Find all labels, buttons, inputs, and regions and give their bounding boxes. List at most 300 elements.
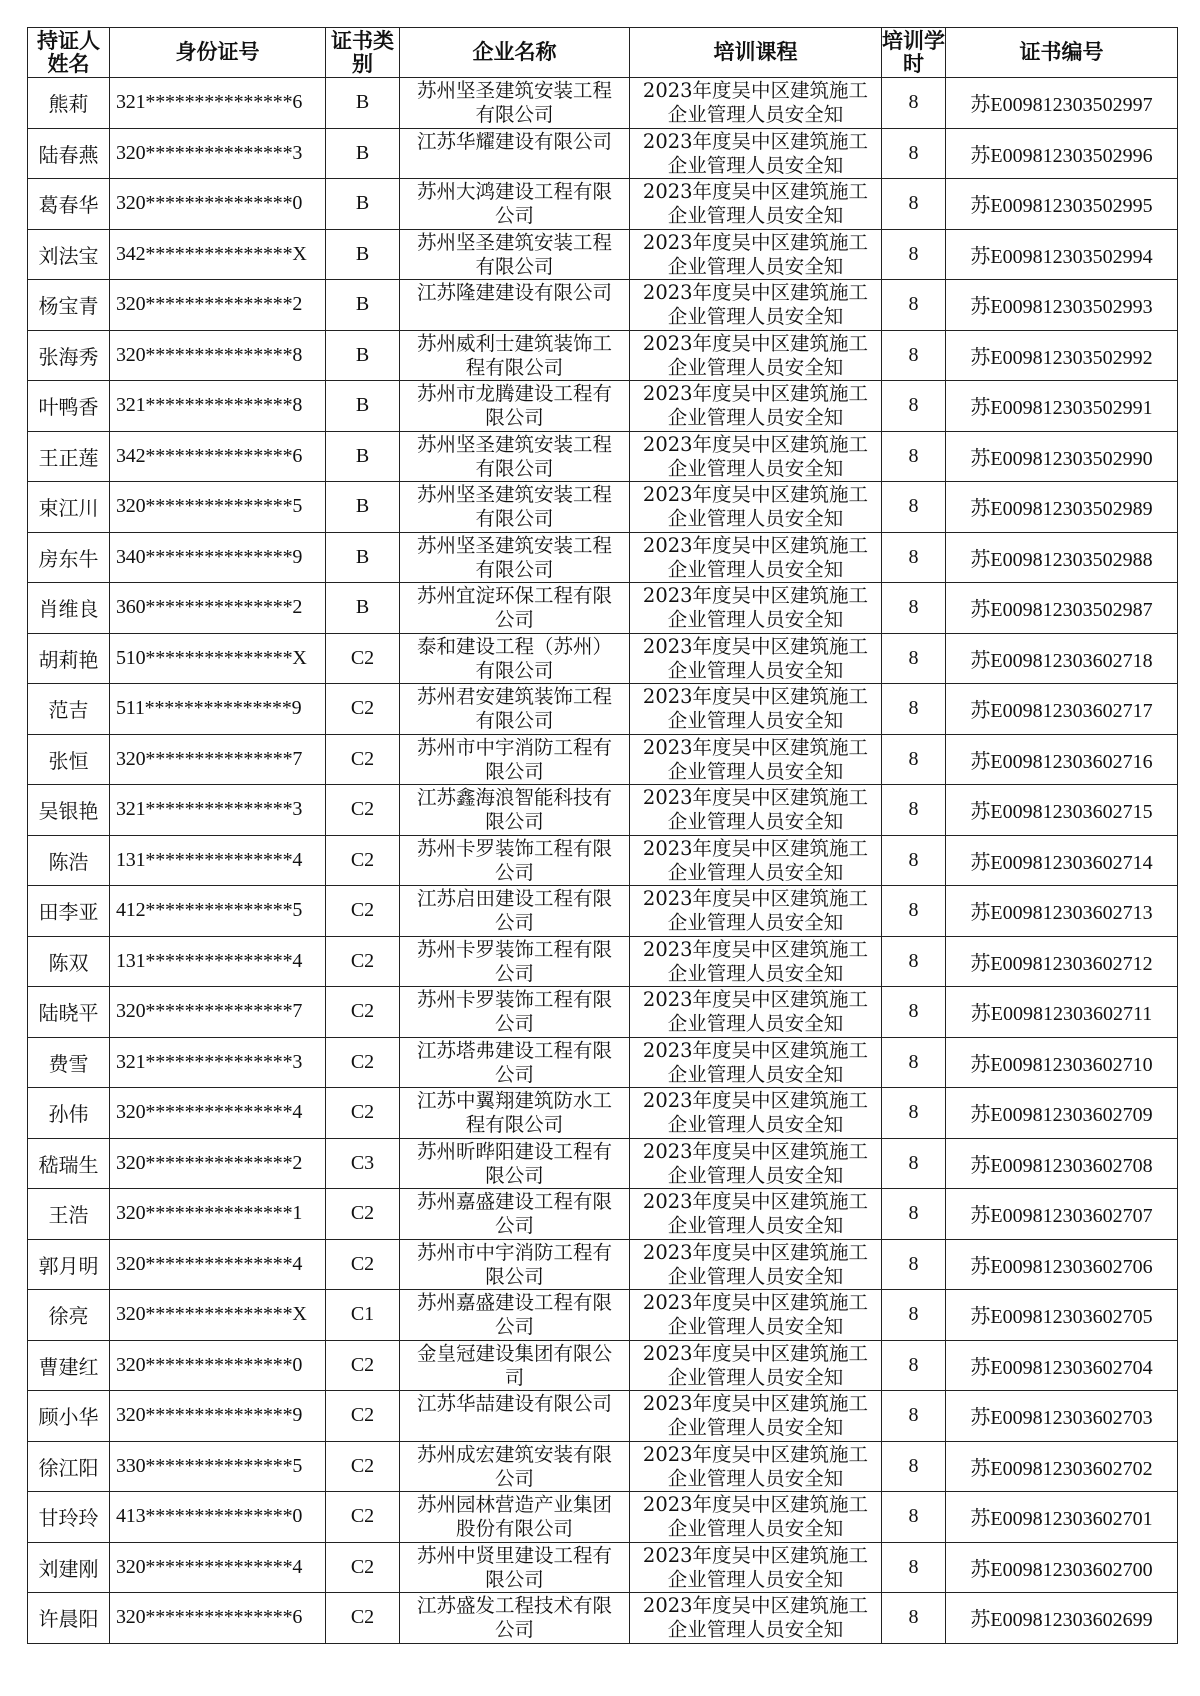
cert-number-cell: 苏E009812303502989 — [946, 482, 1178, 533]
table-row — [28, 1290, 1178, 1341]
training-hours-cell: 8 — [882, 280, 946, 331]
holder-name-cell: 刘法宝 — [28, 229, 110, 280]
holder-name-cell: 郭月明 — [28, 1239, 110, 1290]
company-name-text: 苏州宜淀环保工程有限公司 — [416, 584, 612, 632]
cert-number-cell: 苏E009812303602699 — [946, 1593, 1178, 1644]
training-hours-cell: 8 — [882, 482, 946, 533]
id-number-cell: 320***************4 — [110, 1088, 326, 1139]
training-hours-cell: 8 — [882, 381, 946, 432]
training-course-text: 2023年度吴中区建筑施工企业管理人员安全知 — [642, 836, 869, 884]
training-course-text: 2023年度吴中区建筑施工企业管理人员安全知 — [642, 382, 869, 430]
training-course-text: 2023年度吴中区建筑施工企业管理人员安全知 — [642, 129, 869, 177]
training-course-text: 2023年度吴中区建筑施工企业管理人员安全知 — [642, 634, 869, 682]
cert-category-cell: B — [326, 179, 400, 230]
training-hours-cell: 8 — [882, 128, 946, 179]
holder-name-cell: 甘玲玲 — [28, 1492, 110, 1543]
id-number-cell: 360***************2 — [110, 583, 326, 634]
training-course-cell — [630, 1542, 882, 1593]
id-number-cell: 320***************4 — [110, 1239, 326, 1290]
table-row — [28, 1138, 1178, 1189]
id-number-cell: 340***************9 — [110, 532, 326, 583]
certificate-table — [27, 27, 1178, 1644]
holder-name-cell: 陆春燕 — [28, 128, 110, 179]
cert-number-cell: 苏E009812303602705 — [946, 1290, 1178, 1341]
company-name-text: 苏州大鸿建设工程有限公司 — [416, 180, 612, 228]
cert-category-cell: C2 — [326, 785, 400, 836]
table-row — [28, 684, 1178, 735]
cert-number-cell: 苏E009812303602703 — [946, 1391, 1178, 1442]
cert-number-cell: 苏E009812303602716 — [946, 734, 1178, 785]
table-row — [28, 633, 1178, 684]
company-name-text: 苏州市中宇消防工程有限公司 — [416, 735, 612, 783]
company-name-cell — [400, 835, 630, 886]
training-hours-cell: 8 — [882, 1492, 946, 1543]
company-name-text: 江苏盛发工程技术有限公司 — [416, 1594, 612, 1642]
company-name-text: 江苏华喆建设有限公司 — [416, 1392, 612, 1416]
company-name-text: 苏州嘉盛建设工程有限公司 — [416, 1190, 612, 1238]
table-row — [28, 128, 1178, 179]
training-hours-cell: 8 — [882, 936, 946, 987]
table-row — [28, 179, 1178, 230]
training-course-cell — [630, 1138, 882, 1189]
cert-category-cell: C2 — [326, 1037, 400, 1088]
company-name-text: 江苏华耀建设有限公司 — [416, 129, 612, 153]
company-name-text: 苏州坚圣建筑安装工程有限公司 — [416, 432, 612, 480]
training-course-text: 2023年度吴中区建筑施工企业管理人员安全知 — [642, 432, 869, 480]
training-course-text: 2023年度吴中区建筑施工企业管理人员安全知 — [642, 1190, 869, 1238]
training-hours-cell: 8 — [882, 1037, 946, 1088]
holder-name-cell: 嵇瑞生 — [28, 1138, 110, 1189]
table-body — [28, 78, 1178, 1644]
holder-name-cell: 杨宝青 — [28, 280, 110, 331]
cert-category-cell: C2 — [326, 886, 400, 937]
training-course-cell — [630, 583, 882, 634]
training-hours-cell: 8 — [882, 1441, 946, 1492]
company-name-cell — [400, 482, 630, 533]
company-name-cell — [400, 229, 630, 280]
training-course-cell — [630, 936, 882, 987]
company-name-cell — [400, 734, 630, 785]
holder-name-cell: 吴银艳 — [28, 785, 110, 836]
table-row — [28, 936, 1178, 987]
holder-name-cell: 肖维良 — [28, 583, 110, 634]
training-hours-cell: 8 — [882, 1340, 946, 1391]
holder-name-cell: 房东牛 — [28, 532, 110, 583]
table-row — [28, 835, 1178, 886]
holder-name-cell: 徐江阳 — [28, 1441, 110, 1492]
cert-number-cell: 苏E009812303502992 — [946, 330, 1178, 381]
company-name-cell — [400, 1492, 630, 1543]
training-hours-cell: 8 — [882, 1542, 946, 1593]
table-row — [28, 987, 1178, 1038]
cert-number-cell: 苏E009812303502995 — [946, 179, 1178, 230]
table-header-row — [28, 28, 1178, 78]
table-row — [28, 482, 1178, 533]
id-number-cell: 320***************1 — [110, 1189, 326, 1240]
table-row — [28, 78, 1178, 129]
holder-name-cell: 王浩 — [28, 1189, 110, 1240]
training-course-cell — [630, 532, 882, 583]
company-name-text: 苏州嘉盛建设工程有限公司 — [416, 1291, 612, 1339]
cert-category-cell: C2 — [326, 1239, 400, 1290]
cert-category-cell: C2 — [326, 1391, 400, 1442]
cert-number-cell: 苏E009812303602706 — [946, 1239, 1178, 1290]
company-name-cell — [400, 532, 630, 583]
training-course-text: 2023年度吴中区建筑施工企业管理人员安全知 — [642, 1089, 869, 1137]
table-row — [28, 532, 1178, 583]
training-hours-cell: 8 — [882, 1189, 946, 1240]
cert-number-cell: 苏E009812303502987 — [946, 583, 1178, 634]
company-name-cell — [400, 886, 630, 937]
cert-number-cell: 苏E009812303602707 — [946, 1189, 1178, 1240]
cert-number-cell: 苏E009812303602712 — [946, 936, 1178, 987]
table-row — [28, 1037, 1178, 1088]
cert-category-cell: C2 — [326, 1441, 400, 1492]
id-number-cell: 320***************9 — [110, 1391, 326, 1442]
cert-number-cell: 苏E009812303502997 — [946, 78, 1178, 129]
training-hours-cell: 8 — [882, 1391, 946, 1442]
training-course-text: 2023年度吴中区建筑施工企业管理人员安全知 — [642, 1038, 869, 1086]
cert-category-cell: C2 — [326, 1542, 400, 1593]
cert-category-cell: C2 — [326, 633, 400, 684]
table-row — [28, 1593, 1178, 1644]
holder-name-cell: 顾小华 — [28, 1391, 110, 1442]
company-name-cell — [400, 1542, 630, 1593]
company-name-cell — [400, 785, 630, 836]
company-name-text: 苏州中贤里建设工程有限公司 — [416, 1543, 612, 1591]
training-course-text: 2023年度吴中区建筑施工企业管理人员安全知 — [642, 1240, 869, 1288]
training-course-text: 2023年度吴中区建筑施工企业管理人员安全知 — [642, 1442, 869, 1490]
cert-number-cell: 苏E009812303602708 — [946, 1138, 1178, 1189]
training-course-text: 2023年度吴中区建筑施工企业管理人员安全知 — [642, 1341, 869, 1389]
table-row — [28, 583, 1178, 634]
cert-number-cell: 苏E009812303602717 — [946, 684, 1178, 735]
training-course-cell — [630, 330, 882, 381]
training-hours-cell: 8 — [882, 431, 946, 482]
holder-name-cell: 陈浩 — [28, 835, 110, 886]
company-name-cell — [400, 330, 630, 381]
table-row — [28, 785, 1178, 836]
training-course-cell — [630, 1441, 882, 1492]
cert-number-cell: 苏E009812303502994 — [946, 229, 1178, 280]
holder-name-cell: 陈双 — [28, 936, 110, 987]
holder-name-cell: 束江川 — [28, 482, 110, 533]
cert-number-cell: 苏E009812303602702 — [946, 1441, 1178, 1492]
cert-category-cell: B — [326, 280, 400, 331]
training-course-text: 2023年度吴中区建筑施工企业管理人员安全知 — [642, 1493, 869, 1541]
training-hours-cell: 8 — [882, 532, 946, 583]
id-number-cell: 131***************4 — [110, 835, 326, 886]
training-course-cell — [630, 128, 882, 179]
cert-category-cell: C2 — [326, 936, 400, 987]
training-hours-cell: 8 — [882, 1088, 946, 1139]
training-hours-cell: 8 — [882, 684, 946, 735]
training-hours-cell: 8 — [882, 1290, 946, 1341]
training-course-cell — [630, 1593, 882, 1644]
company-name-cell — [400, 381, 630, 432]
table-row — [28, 1391, 1178, 1442]
company-name-cell — [400, 1441, 630, 1492]
company-name-text: 苏州坚圣建筑安装工程有限公司 — [416, 483, 612, 531]
training-course-cell — [630, 1391, 882, 1442]
cert-category-cell: C2 — [326, 1340, 400, 1391]
training-course-cell — [630, 179, 882, 230]
cert-category-cell: C2 — [326, 1088, 400, 1139]
table-row — [28, 1441, 1178, 1492]
cert-category-cell: B — [326, 431, 400, 482]
header-cert-number: 证书编号 — [946, 28, 1178, 78]
cert-category-cell: C1 — [326, 1290, 400, 1341]
cert-category-cell: C2 — [326, 1492, 400, 1543]
training-course-text: 2023年度吴中区建筑施工企业管理人员安全知 — [642, 584, 869, 632]
company-name-text: 苏州卡罗装饰工程有限公司 — [416, 937, 612, 985]
table-row — [28, 330, 1178, 381]
training-course-text: 2023年度吴中区建筑施工企业管理人员安全知 — [642, 735, 869, 783]
cert-category-cell: B — [326, 381, 400, 432]
id-number-cell: 330***************5 — [110, 1441, 326, 1492]
training-course-text: 2023年度吴中区建筑施工企业管理人员安全知 — [642, 281, 869, 329]
training-hours-cell: 8 — [882, 734, 946, 785]
holder-name-cell: 费雪 — [28, 1037, 110, 1088]
training-hours-cell: 8 — [882, 1138, 946, 1189]
holder-name-cell: 张恒 — [28, 734, 110, 785]
company-name-cell — [400, 1239, 630, 1290]
company-name-text: 江苏塔弗建设工程有限公司 — [416, 1038, 612, 1086]
training-course-text: 2023年度吴中区建筑施工企业管理人员安全知 — [642, 937, 869, 985]
company-name-text: 苏州卡罗装饰工程有限公司 — [416, 988, 612, 1036]
company-name-cell — [400, 280, 630, 331]
training-course-text: 2023年度吴中区建筑施工企业管理人员安全知 — [642, 1139, 869, 1187]
id-number-cell: 320***************0 — [110, 1340, 326, 1391]
training-course-cell — [630, 229, 882, 280]
holder-name-cell: 陆晓平 — [28, 987, 110, 1038]
table-row — [28, 1088, 1178, 1139]
training-hours-cell: 8 — [882, 785, 946, 836]
company-name-text: 金皇冠建设集团有限公司 — [416, 1341, 612, 1389]
header-cert-category: 证书类别 — [326, 28, 400, 78]
table-row — [28, 229, 1178, 280]
table-row — [28, 431, 1178, 482]
id-number-cell: 321***************3 — [110, 1037, 326, 1088]
company-name-cell — [400, 1290, 630, 1341]
table-row — [28, 1542, 1178, 1593]
cert-category-cell: C2 — [326, 684, 400, 735]
training-course-text: 2023年度吴中区建筑施工企业管理人员安全知 — [642, 887, 869, 935]
certificate-list-page — [27, 27, 1177, 1644]
cert-category-cell: C2 — [326, 1593, 400, 1644]
id-number-cell: 320***************8 — [110, 330, 326, 381]
cert-number-cell: 苏E009812303602700 — [946, 1542, 1178, 1593]
holder-name-cell: 王正莲 — [28, 431, 110, 482]
cert-category-cell: B — [326, 330, 400, 381]
holder-name-cell: 张海秀 — [28, 330, 110, 381]
cert-number-cell: 苏E009812303602713 — [946, 886, 1178, 937]
company-name-cell — [400, 583, 630, 634]
company-name-cell — [400, 936, 630, 987]
training-course-text: 2023年度吴中区建筑施工企业管理人员安全知 — [642, 483, 869, 531]
training-course-cell — [630, 280, 882, 331]
cert-category-cell: B — [326, 532, 400, 583]
holder-name-cell: 范吉 — [28, 684, 110, 735]
header-id-number: 身份证号 — [110, 28, 326, 78]
company-name-cell — [400, 684, 630, 735]
training-course-cell — [630, 1492, 882, 1543]
training-course-text: 2023年度吴中区建筑施工企业管理人员安全知 — [642, 1392, 869, 1440]
training-course-cell — [630, 1189, 882, 1240]
training-course-cell — [630, 1239, 882, 1290]
training-course-cell — [630, 987, 882, 1038]
id-number-cell: 320***************X — [110, 1290, 326, 1341]
cert-category-cell: C2 — [326, 734, 400, 785]
company-name-cell — [400, 1088, 630, 1139]
table-row — [28, 1340, 1178, 1391]
company-name-cell — [400, 179, 630, 230]
cert-number-cell: 苏E009812303602704 — [946, 1340, 1178, 1391]
cert-number-cell: 苏E009812303602718 — [946, 633, 1178, 684]
training-course-text: 2023年度吴中区建筑施工企业管理人员安全知 — [642, 988, 869, 1036]
cert-category-cell: B — [326, 78, 400, 129]
company-name-cell — [400, 987, 630, 1038]
training-course-cell — [630, 734, 882, 785]
id-number-cell: 320***************2 — [110, 1138, 326, 1189]
id-number-cell: 320***************4 — [110, 1542, 326, 1593]
training-course-cell — [630, 482, 882, 533]
training-hours-cell: 8 — [882, 78, 946, 129]
training-hours-cell: 8 — [882, 229, 946, 280]
company-name-text: 苏州市龙腾建设工程有限公司 — [416, 382, 612, 430]
holder-name-cell: 胡莉艳 — [28, 633, 110, 684]
cert-category-cell: B — [326, 583, 400, 634]
training-course-cell — [630, 633, 882, 684]
training-course-cell — [630, 785, 882, 836]
training-course-text: 2023年度吴中区建筑施工企业管理人员安全知 — [642, 533, 869, 581]
company-name-text: 苏州坚圣建筑安装工程有限公司 — [416, 230, 612, 278]
id-number-cell: 342***************X — [110, 229, 326, 280]
holder-name-cell: 曹建红 — [28, 1340, 110, 1391]
holder-name-cell: 葛春华 — [28, 179, 110, 230]
training-course-text: 2023年度吴中区建筑施工企业管理人员安全知 — [642, 1594, 869, 1642]
cert-number-cell: 苏E009812303502993 — [946, 280, 1178, 331]
company-name-text: 江苏鑫海浪智能科技有限公司 — [416, 786, 612, 834]
cert-number-cell: 苏E009812303502991 — [946, 381, 1178, 432]
cert-number-cell: 苏E009812303602711 — [946, 987, 1178, 1038]
id-number-cell: 131***************4 — [110, 936, 326, 987]
training-course-cell — [630, 886, 882, 937]
table-row — [28, 1189, 1178, 1240]
header-company-name: 企业名称 — [400, 28, 630, 78]
training-course-cell — [630, 78, 882, 129]
id-number-cell: 320***************6 — [110, 1593, 326, 1644]
training-course-text: 2023年度吴中区建筑施工企业管理人员安全知 — [642, 180, 869, 228]
id-number-cell: 321***************6 — [110, 78, 326, 129]
table-row — [28, 1492, 1178, 1543]
training-hours-cell: 8 — [882, 633, 946, 684]
cert-category-cell: C2 — [326, 987, 400, 1038]
training-course-text: 2023年度吴中区建筑施工企业管理人员安全知 — [642, 1291, 869, 1339]
company-name-cell — [400, 1593, 630, 1644]
cert-number-cell: 苏E009812303602701 — [946, 1492, 1178, 1543]
id-number-cell: 412***************5 — [110, 886, 326, 937]
company-name-text: 苏州卡罗装饰工程有限公司 — [416, 836, 612, 884]
training-course-text: 2023年度吴中区建筑施工企业管理人员安全知 — [642, 786, 869, 834]
training-hours-cell: 8 — [882, 583, 946, 634]
header-training-course: 培训课程 — [630, 28, 882, 78]
company-name-cell — [400, 1340, 630, 1391]
training-course-cell — [630, 1290, 882, 1341]
table-row — [28, 280, 1178, 331]
training-course-cell — [630, 684, 882, 735]
company-name-text: 江苏隆建建设有限公司 — [416, 281, 612, 305]
holder-name-cell: 熊莉 — [28, 78, 110, 129]
cert-category-cell: B — [326, 229, 400, 280]
company-name-cell — [400, 1138, 630, 1189]
holder-name-cell: 许晨阳 — [28, 1593, 110, 1644]
training-course-text: 2023年度吴中区建筑施工企业管理人员安全知 — [642, 331, 869, 379]
cert-category-cell: B — [326, 482, 400, 533]
id-number-cell: 320***************2 — [110, 280, 326, 331]
company-name-text: 苏州成宏建筑安装有限公司 — [416, 1442, 612, 1490]
header-training-hours: 培训学时 — [882, 28, 945, 76]
cert-number-cell: 苏E009812303502990 — [946, 431, 1178, 482]
training-course-cell — [630, 381, 882, 432]
id-number-cell: 342***************6 — [110, 431, 326, 482]
table-row — [28, 734, 1178, 785]
training-course-text: 2023年度吴中区建筑施工企业管理人员安全知 — [642, 230, 869, 278]
cert-number-cell: 苏E009812303602710 — [946, 1037, 1178, 1088]
id-number-cell: 511***************9 — [110, 684, 326, 735]
table-row — [28, 1239, 1178, 1290]
table-row — [28, 381, 1178, 432]
holder-name-cell: 徐亮 — [28, 1290, 110, 1341]
company-name-cell — [400, 431, 630, 482]
company-name-text: 江苏启田建设工程有限公司 — [416, 887, 612, 935]
training-hours-cell: 8 — [882, 886, 946, 937]
training-hours-cell: 8 — [882, 1593, 946, 1644]
company-name-cell — [400, 78, 630, 129]
cert-number-cell: 苏E009812303602715 — [946, 785, 1178, 836]
training-hours-cell: 8 — [882, 330, 946, 381]
training-course-text: 2023年度吴中区建筑施工企业管理人员安全知 — [642, 685, 869, 733]
company-name-text: 苏州威利士建筑装饰工程有限公司 — [416, 331, 612, 379]
id-number-cell: 320***************5 — [110, 482, 326, 533]
id-number-cell: 321***************3 — [110, 785, 326, 836]
id-number-cell: 321***************8 — [110, 381, 326, 432]
company-name-cell — [400, 1391, 630, 1442]
id-number-cell: 320***************0 — [110, 179, 326, 230]
holder-name-cell: 田李亚 — [28, 886, 110, 937]
company-name-text: 苏州市中宇消防工程有限公司 — [416, 1240, 612, 1288]
id-number-cell: 320***************7 — [110, 987, 326, 1038]
company-name-text: 苏州君安建筑装饰工程有限公司 — [416, 685, 612, 733]
training-course-text: 2023年度吴中区建筑施工企业管理人员安全知 — [642, 1543, 869, 1591]
training-hours-cell: 8 — [882, 1239, 946, 1290]
id-number-cell: 510***************X — [110, 633, 326, 684]
training-course-cell — [630, 1037, 882, 1088]
cert-category-cell: C2 — [326, 1189, 400, 1240]
training-hours-cell: 8 — [882, 835, 946, 886]
id-number-cell: 320***************7 — [110, 734, 326, 785]
id-number-cell: 320***************3 — [110, 128, 326, 179]
cert-category-cell: B — [326, 128, 400, 179]
header-holder-name: 持证人姓名 — [28, 28, 110, 78]
cert-category-cell: C3 — [326, 1138, 400, 1189]
company-name-text: 苏州园林营造产业集团股份有限公司 — [416, 1493, 612, 1541]
company-name-cell — [400, 1037, 630, 1088]
company-name-cell — [400, 1189, 630, 1240]
cert-number-cell: 苏E009812303502996 — [946, 128, 1178, 179]
training-course-cell — [630, 1088, 882, 1139]
holder-name-cell: 孙伟 — [28, 1088, 110, 1139]
